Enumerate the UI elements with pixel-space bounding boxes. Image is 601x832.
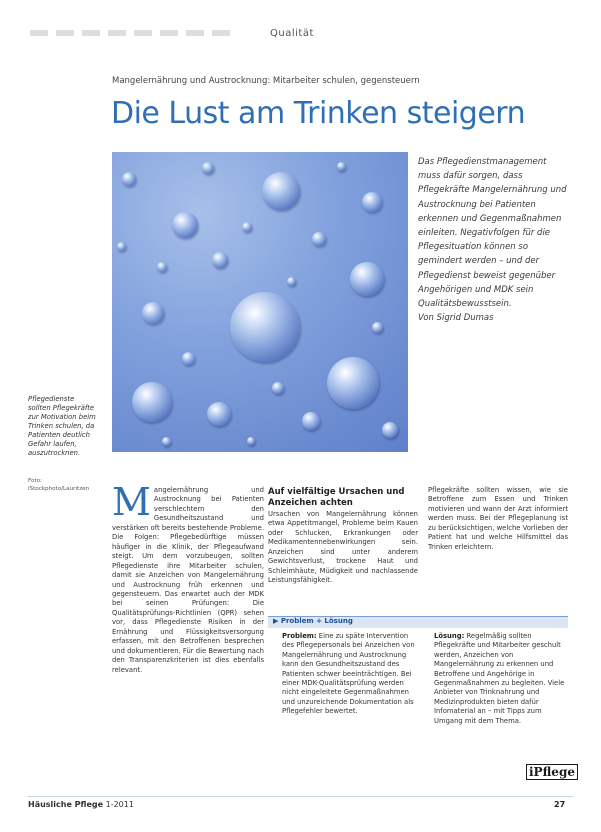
footer-journal — [28, 800, 134, 809]
article-author: Von Sigrid Dumas — [418, 313, 494, 324]
journal-issue: 1-2011 — [105, 800, 134, 809]
image-caption: Pflegedienste sollten Pflegekräfte zur Motivation beim Trinken schulen, da Patienten deutlich Gefahr laufen, auszutrocknen. — [28, 395, 96, 457]
article-kicker: Mangelernährung und Austrocknung: Mitarbeiter schulen, gegensteuern — [112, 76, 420, 86]
body-column-1 — [112, 480, 264, 675]
problem-label: Problem: — [282, 632, 317, 640]
image-credit: Foto: iStockphoto/Lauritzen — [28, 478, 90, 492]
page-number: 27 — [554, 800, 566, 809]
solution-column — [434, 632, 566, 726]
drop-cap: M — [112, 480, 151, 524]
header-rule — [30, 30, 230, 36]
column-2-heading: Auf vielfältige Ursachen und Anzeichen achten — [268, 487, 405, 508]
publisher-logo: iPflege — [526, 764, 578, 780]
body-column-3 — [428, 486, 568, 552]
footer-divider — [28, 796, 573, 797]
section-label: Qualität — [270, 28, 314, 39]
box-header-label: ▶ Problem + Lösung — [273, 617, 353, 625]
article-title: Die Lust am Trinken steigern — [111, 96, 526, 131]
water-drops-photo — [112, 152, 408, 452]
problem-text: Eine zu späte Intervention des Pflegepersonals bei Anzeichen von Mangelernährung und Austrocknung kann den Gesundheitszustand des Patienten schwer beeinträchtigen. Bei einer MDK-Qualitätsprüfung werden nicht eingeleitete Gegenmaßnahmen und unzureichende Dokumentation als Pflegefehler bewertet. — [282, 632, 415, 716]
body-column-2 — [268, 510, 418, 586]
article-intro — [418, 155, 568, 325]
box-header-text: Problem + Lösung — [280, 617, 353, 625]
solution-label: Lösung: — [434, 632, 465, 640]
problem-column — [282, 632, 422, 717]
column-1-text: angelernährung und Austrocknung bei Patienten verschlechtern den Gesundheitszustand und verstärken oft bereits bestehende Probleme. Die Folgen: Pflegebedürftige müssen häufiger in die Klinik, der Pflegeaufwand steigt. Um dem vorzubeugen, sollten Pflegedienste ihre Mitarbeiter schulen, damit sie Anzeichen von Mangelernährung und Austrocknung früh erkennen und gegensteuern. Das erwartet auch der MDK bei seinen Prüfungen: Die Qualitätsprüfungs-Richtlinien (QPR) sehen vor, dass Pflegedienste Risiken in der Ernährung und Flüssigkeitsversorgung erfassen, mit den Betroffenen besprechen und dokumentieren. Für die Bewertung nach den Transparenzkriterien ist dies ebenfalls relevant. — [112, 486, 264, 674]
column-2-text: Ursachen von Mangelernährung können etwa Appetitmangel, Probleme beim Kauen oder Schlucken, Erkrankungen oder Medikamentennebenwirkungen sein. Anzeichen sind unter anderem Gewichtsverlust, trockene Haut und Schleimhäute, Müdigkeit und nachlassende Leistungsfähigkeit. — [268, 510, 418, 585]
journal-name: Häusliche Pflege — [28, 800, 104, 809]
solution-text: Regelmäßig sollten Pflegekräfte und Mitarbeiter geschult werden, Anzeichen von Mangelernährung zu erkennen und Betroffene und Angehörige in Gegenmaßnahmen zu begleiten. Viele Anbieter von Trinknahrung und Medizinprodukten bieten dafür Infomaterial an – mit Tipps zum Umgang mit dem Thema. — [434, 632, 565, 725]
intro-text: Das Pflegedienstmanagement muss dafür sorgen, dass Pflegekräfte Mangelernährung und Austrocknung bei Patienten erkennen und Gegenmaßnahmen einleiten. Negativfolgen für die Pflegesituation können so gemindert werden – und der Pflegedienst beweist gegenüber Angehörigen und MDK sein Qualitätsbewusstsein. — [418, 157, 567, 310]
column-3-text: Pflegekräfte sollten wissen, wie sie Betroffene zum Essen und Trinken motivieren und wann der Arzt informiert werden muss. Bei der Pflegeplanung ist zu berücksichtigen, welche Vorlieben der Patient hat und welche Hilfsmittel das Trinken erleichtern. — [428, 486, 568, 551]
